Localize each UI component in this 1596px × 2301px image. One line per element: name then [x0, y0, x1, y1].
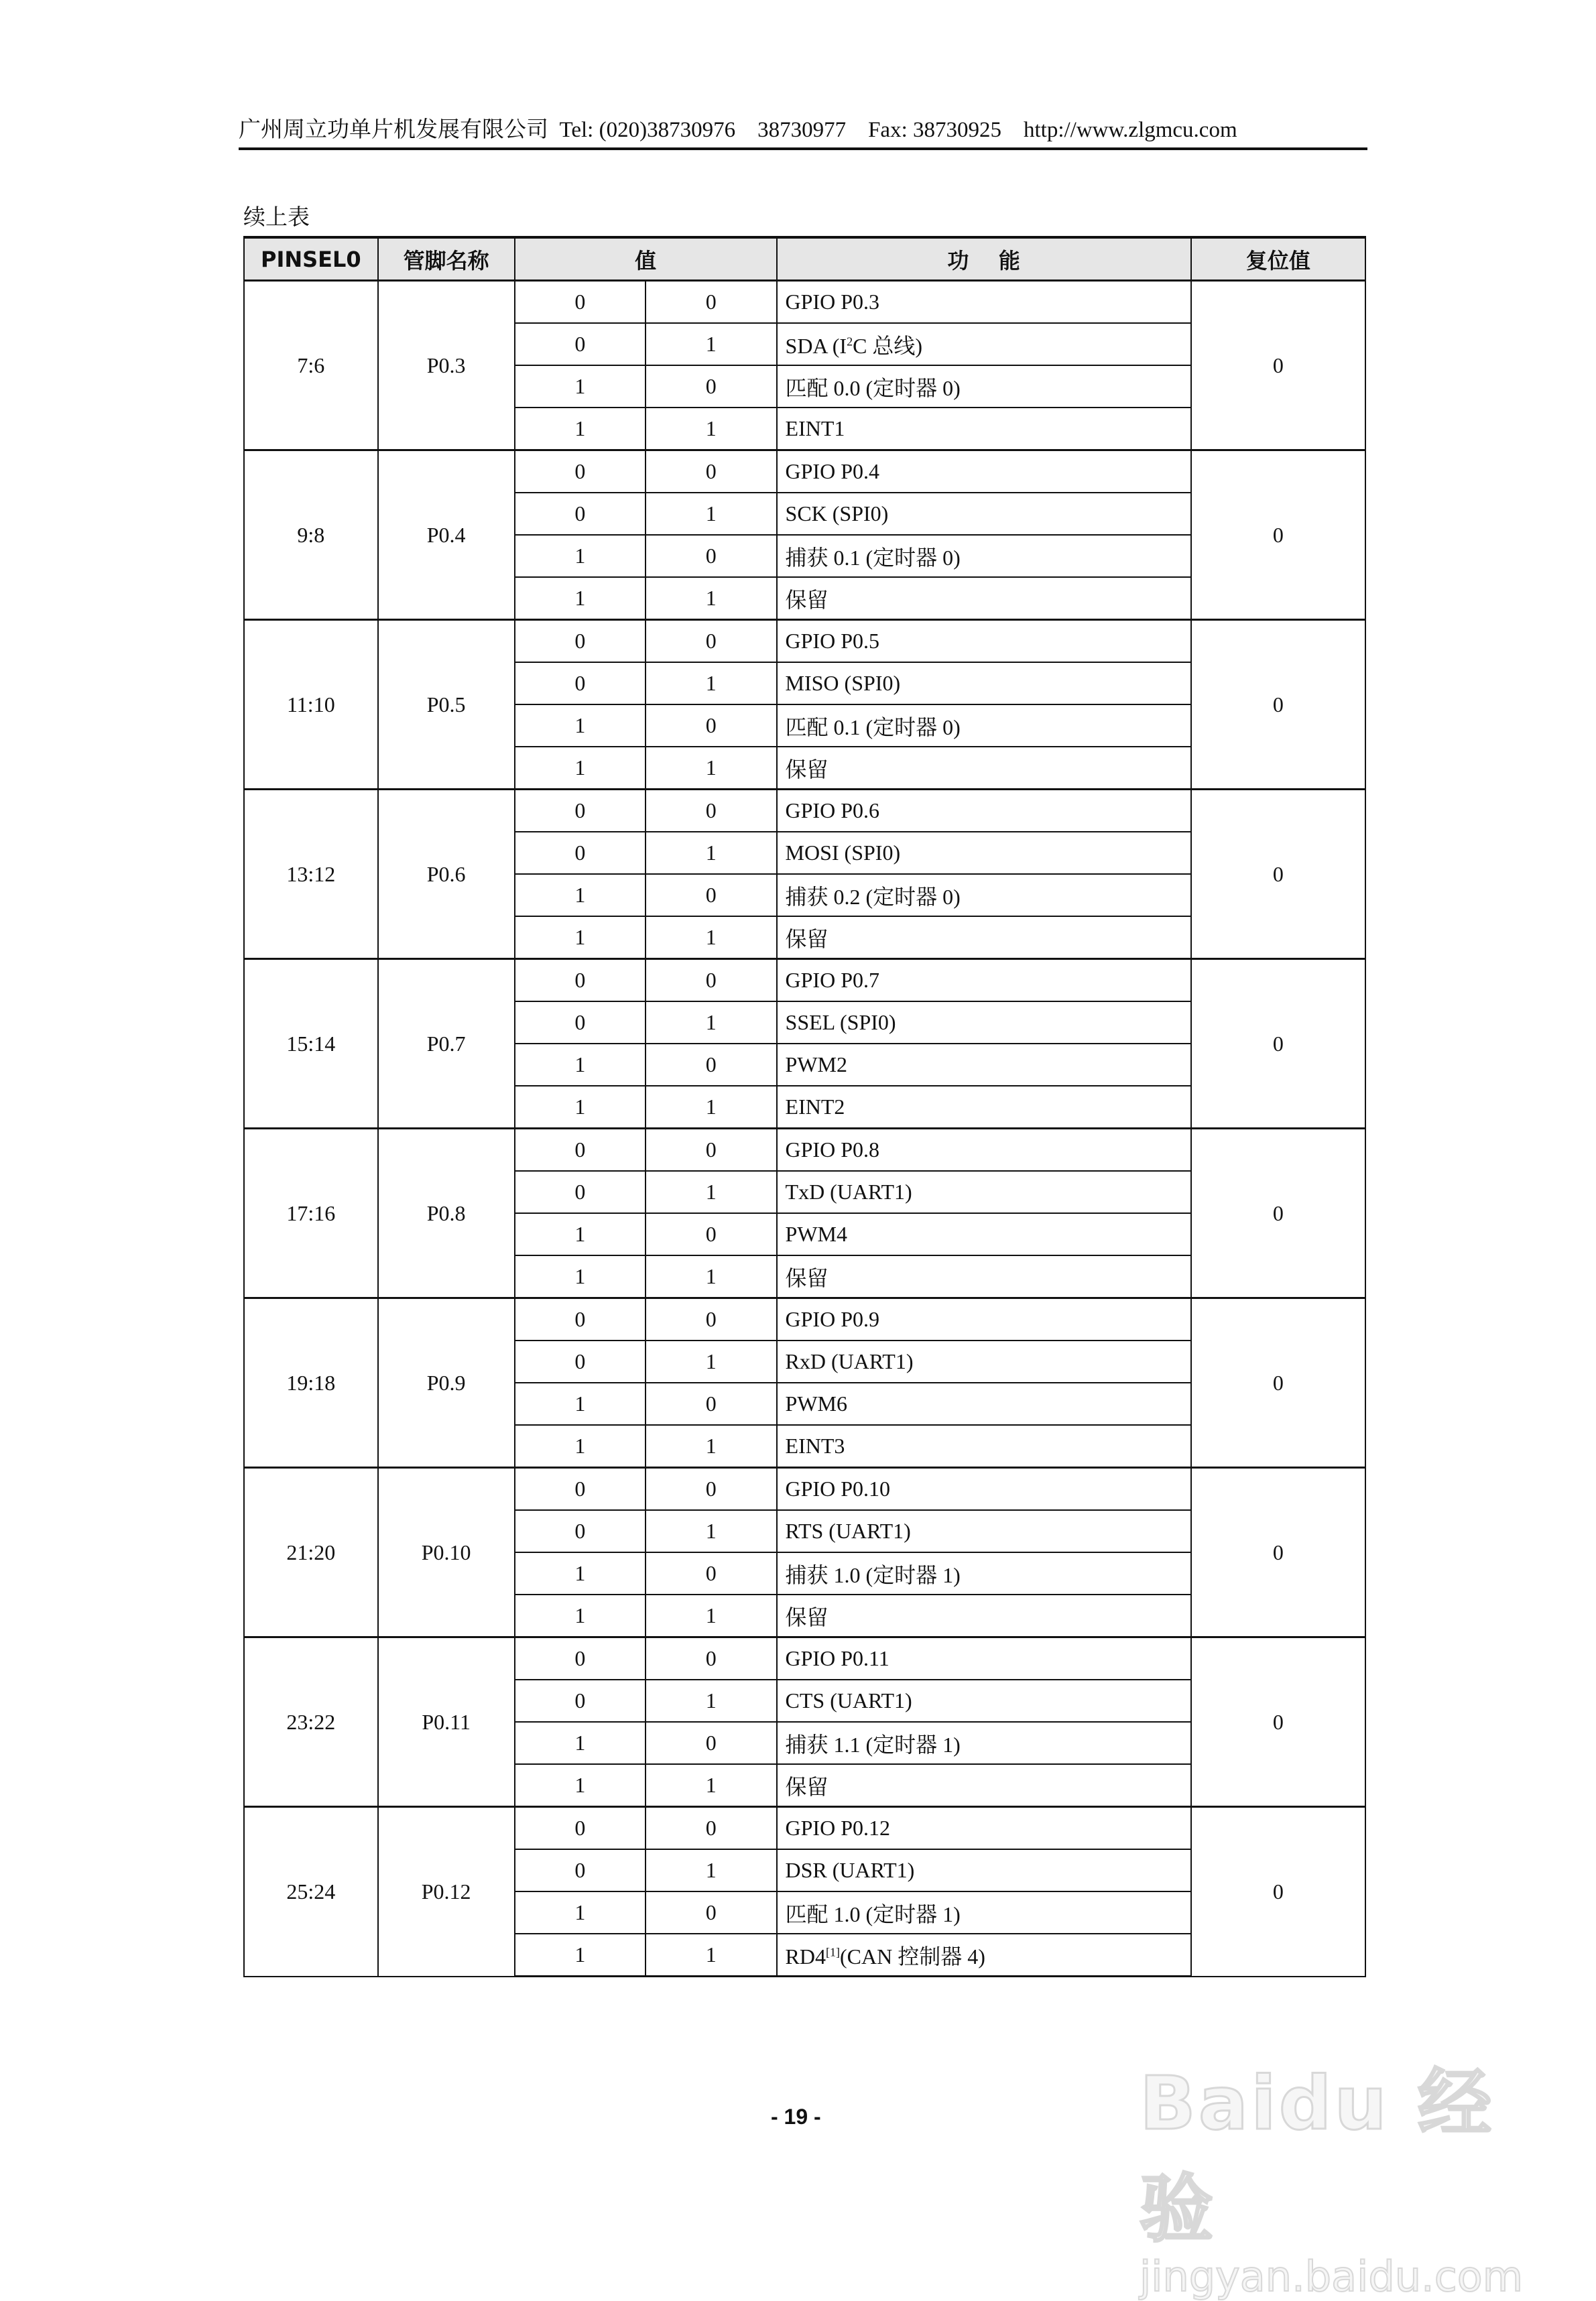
- value-bit1-cell: 0: [515, 1807, 646, 1850]
- pinsel-bits-cell: 7:6: [244, 281, 378, 450]
- value-bit1-cell: 1: [515, 1552, 646, 1595]
- table-header-row: [244, 237, 1365, 281]
- value-bit1-cell: 0: [515, 1468, 646, 1511]
- table-row: [244, 1807, 1365, 1850]
- value-bit0-cell: 1: [646, 1764, 776, 1807]
- value-bit1-cell: 1: [515, 577, 646, 620]
- value-bit0-cell: 0: [646, 1807, 776, 1850]
- table-row: [244, 450, 1365, 493]
- value-bit0-cell: 0: [646, 1637, 776, 1680]
- function-cell: SSEL (SPI0): [777, 1001, 1191, 1044]
- function-cell: 捕获 1.0 (定时器 1): [777, 1552, 1191, 1595]
- function-cell: GPIO P0.6: [777, 790, 1191, 832]
- value-bit1-cell: 1: [515, 916, 646, 959]
- value-bit0-cell: 1: [646, 1595, 776, 1637]
- value-bit1-cell: 1: [515, 1425, 646, 1468]
- baidu-watermark: [1140, 2044, 1524, 2301]
- value-bit0-cell: 1: [646, 1934, 776, 1977]
- function-cell: EINT2: [777, 1086, 1191, 1129]
- value-bit1-cell: 1: [515, 704, 646, 747]
- page-number: - 19 -: [771, 2105, 821, 2129]
- value-bit0-cell: 0: [646, 704, 776, 747]
- function-cell: GPIO P0.10: [777, 1468, 1191, 1511]
- function-cell: RD4[1](CAN 控制器 4): [777, 1934, 1191, 1977]
- reset-value-cell: 0: [1191, 620, 1365, 790]
- value-bit0-cell: 0: [646, 620, 776, 663]
- reset-value-cell: 0: [1191, 450, 1365, 620]
- value-bit1-cell: 0: [515, 1129, 646, 1172]
- value-bit0-cell: 1: [646, 1255, 776, 1298]
- pinsel0-table: [243, 236, 1366, 1977]
- function-cell: 保留: [777, 1764, 1191, 1807]
- value-bit1-cell: 0: [515, 1341, 646, 1383]
- table-row: [244, 281, 1365, 324]
- value-bit0-cell: 1: [646, 1680, 776, 1722]
- table-body: [244, 281, 1365, 1977]
- col-header-function: 功 能: [777, 237, 1191, 281]
- value-bit0-cell: 1: [646, 1425, 776, 1468]
- value-bit0-cell: 0: [646, 790, 776, 832]
- value-bit1-cell: 1: [515, 365, 646, 408]
- value-bit0-cell: 0: [646, 1891, 776, 1934]
- function-cell: 匹配 0.1 (定时器 0): [777, 704, 1191, 747]
- reset-value-cell: 0: [1191, 281, 1365, 450]
- function-cell: 保留: [777, 1595, 1191, 1637]
- col-header-pin-name: 管脚名称: [378, 237, 515, 281]
- reset-value-cell: 0: [1191, 959, 1365, 1129]
- value-bit0-cell: 1: [646, 1849, 776, 1891]
- value-bit1-cell: 0: [515, 1510, 646, 1552]
- function-cell: 捕获 0.2 (定时器 0): [777, 874, 1191, 916]
- function-cell: 捕获 1.1 (定时器 1): [777, 1722, 1191, 1764]
- function-cell: PWM2: [777, 1044, 1191, 1086]
- value-bit0-cell: 0: [646, 1468, 776, 1511]
- function-cell: RxD (UART1): [777, 1341, 1191, 1383]
- table-row: [244, 959, 1365, 1002]
- reset-value-cell: 0: [1191, 1129, 1365, 1298]
- value-bit0-cell: 0: [646, 1383, 776, 1425]
- pinsel-bits-cell: 9:8: [244, 450, 378, 620]
- value-bit0-cell: 0: [646, 1044, 776, 1086]
- value-bit0-cell: 0: [646, 281, 776, 324]
- function-cell: GPIO P0.5: [777, 620, 1191, 663]
- pin-name-cell: P0.9: [378, 1298, 515, 1468]
- function-cell: DSR (UART1): [777, 1849, 1191, 1891]
- value-bit1-cell: 1: [515, 1891, 646, 1934]
- function-cell: PWM4: [777, 1213, 1191, 1255]
- function-cell: GPIO P0.4: [777, 450, 1191, 493]
- col-header-reset-value: 复位值: [1191, 237, 1365, 281]
- pin-name-cell: P0.8: [378, 1129, 515, 1298]
- table-row: [244, 620, 1365, 663]
- value-bit1-cell: 0: [515, 959, 646, 1002]
- reset-value-cell: 0: [1191, 1807, 1365, 1977]
- function-cell: 保留: [777, 916, 1191, 959]
- value-bit1-cell: 1: [515, 747, 646, 790]
- pinsel-bits-cell: 15:14: [244, 959, 378, 1129]
- value-bit0-cell: 0: [646, 1298, 776, 1341]
- value-bit1-cell: 1: [515, 1595, 646, 1637]
- reset-value-cell: 0: [1191, 1637, 1365, 1807]
- value-bit0-cell: 0: [646, 959, 776, 1002]
- pinsel-bits-cell: 17:16: [244, 1129, 378, 1298]
- reset-value-cell: 0: [1191, 1298, 1365, 1468]
- function-cell: RTS (UART1): [777, 1510, 1191, 1552]
- value-bit1-cell: 1: [515, 1934, 646, 1977]
- header-divider: [239, 147, 1367, 150]
- function-cell: 捕获 0.1 (定时器 0): [777, 535, 1191, 577]
- value-bit1-cell: 1: [515, 1086, 646, 1129]
- pinsel-bits-cell: 11:10: [244, 620, 378, 790]
- page-header: 广州周立功单片机发展有限公司 Tel: (020)38730976 38730977 Fax: 38730925 http://www.zlgmcu.com: [239, 118, 1237, 142]
- table-row: [244, 1637, 1365, 1680]
- pin-name-cell: P0.10: [378, 1468, 515, 1637]
- reset-value-cell: 0: [1191, 790, 1365, 959]
- value-bit0-cell: 0: [646, 1129, 776, 1172]
- function-cell: TxD (UART1): [777, 1171, 1191, 1213]
- function-cell: 匹配 0.0 (定时器 0): [777, 365, 1191, 408]
- pinsel-bits-cell: 21:20: [244, 1468, 378, 1637]
- value-bit1-cell: 0: [515, 1171, 646, 1213]
- function-cell: GPIO P0.11: [777, 1637, 1191, 1680]
- value-bit0-cell: 1: [646, 577, 776, 620]
- pin-name-cell: P0.6: [378, 790, 515, 959]
- value-bit1-cell: 1: [515, 1722, 646, 1764]
- function-cell: GPIO P0.3: [777, 281, 1191, 324]
- value-bit1-cell: 1: [515, 1383, 646, 1425]
- value-bit1-cell: 0: [515, 1298, 646, 1341]
- function-cell: GPIO P0.9: [777, 1298, 1191, 1341]
- function-cell: GPIO P0.12: [777, 1807, 1191, 1850]
- value-bit1-cell: 0: [515, 1680, 646, 1722]
- value-bit1-cell: 0: [515, 323, 646, 365]
- watermark-url: jingyan.baidu.com: [1140, 2252, 1524, 2301]
- value-bit1-cell: 0: [515, 662, 646, 704]
- value-bit0-cell: 0: [646, 874, 776, 916]
- value-bit0-cell: 1: [646, 408, 776, 450]
- pinsel-bits-cell: 19:18: [244, 1298, 378, 1468]
- value-bit1-cell: 1: [515, 1213, 646, 1255]
- value-bit1-cell: 0: [515, 450, 646, 493]
- col-header-value: 值: [515, 237, 777, 281]
- function-cell: EINT1: [777, 408, 1191, 450]
- function-cell: 匹配 1.0 (定时器 1): [777, 1891, 1191, 1934]
- value-bit1-cell: 0: [515, 1001, 646, 1044]
- value-bit0-cell: 1: [646, 323, 776, 365]
- value-bit0-cell: 1: [646, 1171, 776, 1213]
- function-cell: PWM6: [777, 1383, 1191, 1425]
- value-bit0-cell: 1: [646, 493, 776, 535]
- value-bit1-cell: 0: [515, 281, 646, 324]
- value-bit1-cell: 1: [515, 1255, 646, 1298]
- table-row: [244, 1298, 1365, 1341]
- function-cell: GPIO P0.7: [777, 959, 1191, 1002]
- value-bit1-cell: 0: [515, 832, 646, 874]
- value-bit0-cell: 0: [646, 535, 776, 577]
- reset-value-cell: 0: [1191, 1468, 1365, 1637]
- function-cell: MOSI (SPI0): [777, 832, 1191, 874]
- value-bit1-cell: 0: [515, 620, 646, 663]
- function-cell: SDA ($I^2C$ 总线): [777, 323, 1191, 365]
- pin-name-cell: P0.12: [378, 1807, 515, 1977]
- function-cell: EINT3: [777, 1425, 1191, 1468]
- value-bit1-cell: 1: [515, 535, 646, 577]
- value-bit0-cell: 1: [646, 1086, 776, 1129]
- col-header-pinsel0: PINSEL0: [244, 237, 378, 281]
- value-bit1-cell: 1: [515, 1044, 646, 1086]
- value-bit1-cell: 1: [515, 874, 646, 916]
- table-row: [244, 1129, 1365, 1172]
- function-cell: 保留: [777, 577, 1191, 620]
- pin-name-cell: P0.5: [378, 620, 515, 790]
- function-cell: 保留: [777, 747, 1191, 790]
- table-row: [244, 1468, 1365, 1511]
- function-cell: SCK (SPI0): [777, 493, 1191, 535]
- watermark-logo: Baidu 经验: [1140, 2060, 1495, 2252]
- pinsel-bits-cell: 13:12: [244, 790, 378, 959]
- pin-name-cell: P0.11: [378, 1637, 515, 1807]
- value-bit0-cell: 1: [646, 1341, 776, 1383]
- function-cell: GPIO P0.8: [777, 1129, 1191, 1172]
- value-bit0-cell: 1: [646, 832, 776, 874]
- value-bit0-cell: 1: [646, 1001, 776, 1044]
- value-bit0-cell: 1: [646, 1510, 776, 1552]
- pin-name-cell: P0.7: [378, 959, 515, 1129]
- value-bit1-cell: 0: [515, 790, 646, 832]
- table-row: [244, 790, 1365, 832]
- value-bit1-cell: 1: [515, 408, 646, 450]
- value-bit0-cell: 0: [646, 1213, 776, 1255]
- value-bit1-cell: 1: [515, 1764, 646, 1807]
- value-bit0-cell: 1: [646, 747, 776, 790]
- function-cell: MISO (SPI0): [777, 662, 1191, 704]
- value-bit1-cell: 0: [515, 493, 646, 535]
- pin-name-cell: P0.3: [378, 281, 515, 450]
- value-bit0-cell: 1: [646, 916, 776, 959]
- pinsel-bits-cell: 23:22: [244, 1637, 378, 1807]
- pin-name-cell: P0.4: [378, 450, 515, 620]
- value-bit1-cell: 0: [515, 1637, 646, 1680]
- function-cell: CTS (UART1): [777, 1680, 1191, 1722]
- value-bit1-cell: 0: [515, 1849, 646, 1891]
- value-bit0-cell: 0: [646, 365, 776, 408]
- value-bit0-cell: 0: [646, 450, 776, 493]
- function-cell: 保留: [777, 1255, 1191, 1298]
- table-caption: 续上表: [243, 206, 310, 230]
- value-bit0-cell: 0: [646, 1552, 776, 1595]
- pinsel-bits-cell: 25:24: [244, 1807, 378, 1977]
- value-bit0-cell: 1: [646, 662, 776, 704]
- value-bit0-cell: 0: [646, 1722, 776, 1764]
